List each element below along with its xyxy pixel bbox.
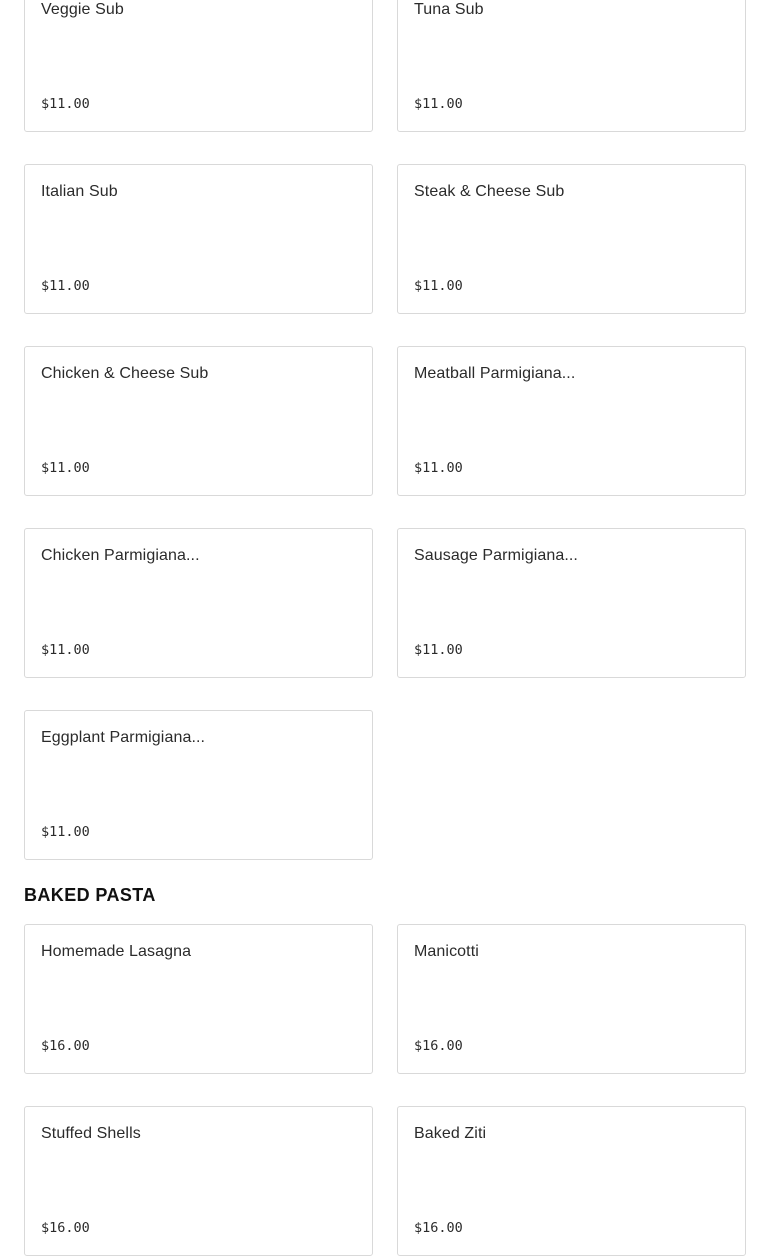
menu-item-price: $16.00 — [414, 1038, 463, 1054]
menu-item-name: Sausage Parmigiana... — [414, 547, 578, 564]
section-heading-baked-pasta: BAKED PASTA — [24, 885, 156, 905]
menu-item-card[interactable] — [24, 528, 373, 678]
menu-item-card[interactable] — [24, 0, 373, 132]
menu-item-name: Veggie Sub — [41, 1, 124, 18]
menu-item-price: $11.00 — [41, 278, 90, 294]
menu-item-price: $11.00 — [414, 278, 463, 294]
menu-item-name: Italian Sub — [41, 183, 118, 200]
menu-item-card[interactable] — [397, 924, 746, 1074]
menu-item-card[interactable] — [397, 164, 746, 314]
menu-item-card[interactable] — [24, 164, 373, 314]
menu-item-name: Stuffed Shells — [41, 1125, 141, 1142]
menu-item-price: $11.00 — [41, 460, 90, 476]
menu-item-card[interactable] — [397, 346, 746, 496]
menu-item-name: Homemade Lasagna — [41, 943, 192, 960]
menu-item-card[interactable] — [24, 924, 373, 1074]
menu-item-card[interactable] — [397, 528, 746, 678]
menu-item-name: Chicken Parmigiana... — [41, 547, 200, 564]
menu-item-card[interactable] — [397, 0, 746, 132]
menu-item-name: Tuna Sub — [414, 1, 484, 18]
menu-item-name: Baked Ziti — [414, 1125, 487, 1142]
menu-item-name: Eggplant Parmigiana... — [41, 729, 206, 746]
menu-item-name: Steak & Cheese Sub — [414, 183, 565, 200]
menu-item-price: $11.00 — [41, 96, 90, 112]
menu-item-price: $16.00 — [41, 1220, 90, 1236]
menu-item-card[interactable] — [24, 346, 373, 496]
menu-item-price: $11.00 — [41, 642, 90, 658]
menu-item-price: $11.00 — [414, 642, 463, 658]
menu-item-card[interactable] — [397, 1106, 746, 1256]
menu-item-card[interactable] — [24, 1106, 373, 1256]
menu-item-price: $16.00 — [414, 1220, 463, 1236]
menu-item-price: $11.00 — [414, 460, 463, 476]
menu-item-name: Manicotti — [414, 943, 479, 960]
menu-item-price: $11.00 — [414, 96, 463, 112]
menu-item-card[interactable] — [24, 710, 373, 860]
menu-item-name: Meatball Parmigiana... — [414, 365, 576, 382]
menu-item-name: Chicken & Cheese Sub — [41, 365, 209, 382]
menu-item-price: $16.00 — [41, 1038, 90, 1054]
menu-item-price: $11.00 — [41, 824, 90, 840]
